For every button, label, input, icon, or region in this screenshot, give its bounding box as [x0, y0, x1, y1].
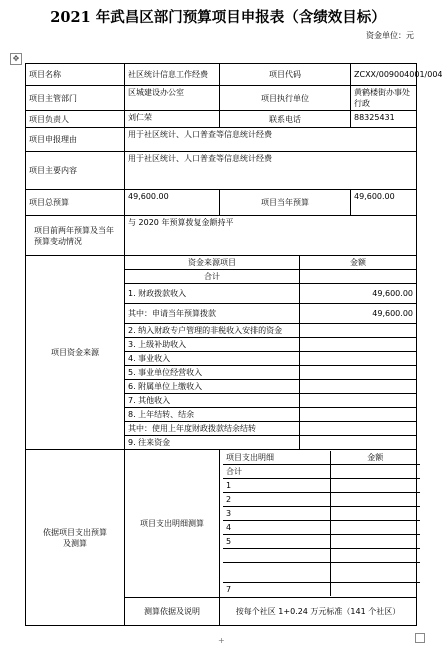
basis-text: 按每个社区 1+0.24 万元标准（141 个社区） [220, 598, 417, 626]
page-title: 2021 年武昌区部门预算项目申报表（含绩效目标） [50, 9, 386, 26]
funding-row-label: 5. 事业单位经营收入 [125, 366, 300, 380]
expense-row-amount [330, 583, 420, 597]
page-cross-mark-icon: + [218, 636, 225, 645]
currency-unit: 资金单位：元 [366, 31, 414, 40]
funding-row-amount [300, 394, 417, 408]
expense-row-amount [330, 535, 420, 549]
funding-row-label: 9. 往来资金 [125, 436, 300, 450]
expense-row-label: 5 [223, 535, 330, 549]
funding-row-amount [300, 436, 417, 450]
expense-detail-label: 项目支出明细测算 [125, 450, 220, 598]
expense-detail-cell [220, 450, 417, 598]
dept: 区城建设办公室 [125, 86, 220, 111]
project-code-label: 项目代码 [220, 64, 351, 86]
funding-row-amount [300, 408, 417, 422]
expense-detail-table [223, 451, 420, 596]
reason-label: 项目申报理由 [26, 128, 125, 152]
expense-row-amount [330, 507, 420, 521]
owner-label: 项目负责人 [26, 111, 125, 128]
phone-label: 联系电话 [220, 111, 351, 128]
funding-row-label: 4. 事业收入 [125, 352, 300, 366]
exec-unit: 黄鹤楼街办事处行政 [351, 86, 417, 111]
funding-row-amount [300, 352, 417, 366]
funding-section-label: 项目资金来源 [26, 256, 125, 450]
funding-row-amount [300, 270, 417, 284]
expense-col-amount: 金额 [330, 451, 420, 465]
funding-row-amount: 49,600.00 [300, 304, 417, 324]
funding-row-label: 3. 上级补助收入 [125, 338, 300, 352]
year-budget-label: 项目当年预算 [220, 190, 351, 216]
exec-unit-label: 项目执行单位 [220, 86, 351, 111]
funding-row-label: 8. 上年结转、结余 [125, 408, 300, 422]
funding-row-amount [300, 422, 417, 436]
reason: 用于社区统计、人口普查等信息统计经费 [125, 128, 417, 152]
funding-row-amount [300, 366, 417, 380]
total-budget: 49,600.00 [125, 190, 220, 216]
prev-budget: 与 2020 年预算拨复金额持平 [125, 216, 417, 256]
table-move-handle-icon[interactable]: ✥ [10, 53, 22, 65]
project-name-label: 项目名称 [26, 64, 125, 86]
expense-row-amount [330, 521, 420, 535]
funding-col-source: 资金来源项目 [125, 256, 300, 270]
funding-row-label: 其中：使用上年度财政拨款结余结转 [125, 422, 300, 436]
expense-row-label: 1 [223, 479, 330, 493]
funding-row-amount: 49,600.00 [300, 284, 417, 304]
expense-row-amount [330, 563, 420, 583]
year-budget: 49,600.00 [351, 190, 417, 216]
expense-row-label: 3 [223, 507, 330, 521]
project-name: 社区统计信息工作经费 [125, 64, 220, 86]
funding-row-label: 7. 其他收入 [125, 394, 300, 408]
content: 用于社区统计、人口普查等信息统计经费 [125, 152, 417, 190]
expense-row-amount [330, 479, 420, 493]
funding-col-amount: 金额 [300, 256, 417, 270]
content-label: 项目主要内容 [26, 152, 125, 190]
expense-row-label: 合计 [223, 465, 330, 479]
expense-col-detail: 项目支出明细 [223, 451, 330, 465]
funding-row-label: 合计 [125, 270, 300, 284]
funding-row-amount [300, 338, 417, 352]
phone: 88325431 [351, 111, 417, 128]
expense-section-label: 依据项目支出预算及测算 [26, 450, 125, 626]
funding-row-amount [300, 324, 417, 338]
table-resize-handle-icon[interactable] [415, 633, 425, 643]
funding-row-label: 其中：申请当年预算拨款 [125, 304, 300, 324]
funding-row-label: 2. 纳入财政专户管理的非税收入安排的资金 [125, 324, 300, 338]
funding-row-label: 6. 附属单位上缴收入 [125, 380, 300, 394]
dept-label: 项目主管部门 [26, 86, 125, 111]
expense-row-label: 2 [223, 493, 330, 507]
funding-row-label: 1. 财政拨款收入 [125, 284, 300, 304]
basis-label: 测算依据及说明 [125, 598, 220, 626]
budget-table [25, 63, 443, 626]
expense-row-label: 4 [223, 521, 330, 535]
total-budget-label: 项目总预算 [26, 190, 125, 216]
expense-row-label [223, 563, 330, 583]
project-code: ZCXX/009004001/004 [351, 64, 417, 86]
expense-row-amount [330, 493, 420, 507]
expense-row-label [223, 549, 330, 563]
prev-budget-label: 项目前两年预算及当年预算变动情况 [26, 216, 125, 256]
expense-row-label: 7 [223, 583, 330, 597]
expense-row-amount [330, 465, 420, 479]
funding-row-amount [300, 380, 417, 394]
expense-row-amount [330, 549, 420, 563]
owner: 刘仁荣 [125, 111, 220, 128]
